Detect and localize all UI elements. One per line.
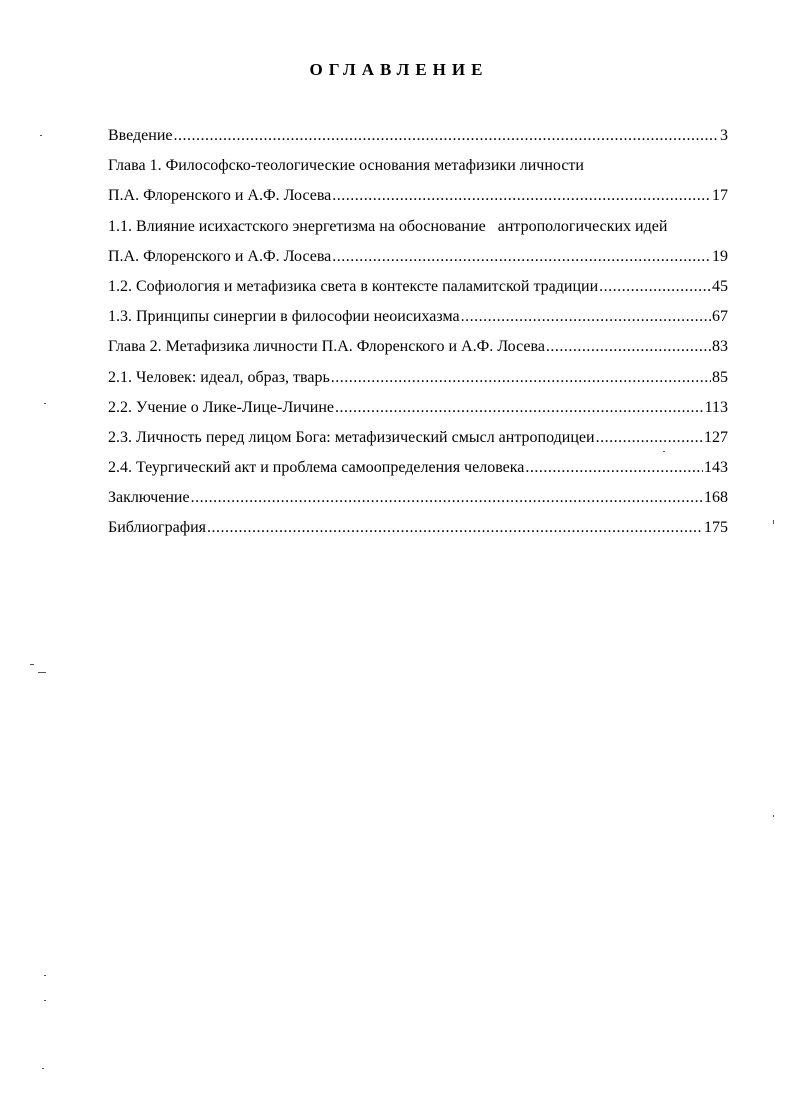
toc-page-number: 85 bbox=[712, 368, 728, 386]
scan-speck bbox=[44, 975, 46, 976]
toc-entry bbox=[108, 242, 728, 272]
scan-speck bbox=[42, 1068, 44, 1069]
table-of-contents bbox=[108, 121, 728, 544]
toc-entry-text: 1.1. Влияние исихастского энергетизма на обоснование антропологических идей bbox=[108, 217, 668, 235]
toc-entry bbox=[108, 332, 728, 362]
scan-speck bbox=[773, 815, 774, 817]
dot-leader bbox=[461, 302, 711, 332]
dot-leader bbox=[332, 242, 711, 272]
dot-leader bbox=[174, 121, 720, 151]
toc-entry bbox=[108, 453, 728, 483]
toc-page-number: 168 bbox=[704, 489, 728, 507]
toc-entry bbox=[108, 302, 728, 332]
toc-entry-text: Заключение bbox=[108, 489, 190, 507]
toc-entry-text: Глава 1. Философско-теологические основания метафизики личности bbox=[108, 157, 584, 175]
dot-leader bbox=[207, 513, 703, 543]
toc-entry-text: 2.1. Человек: идеал, образ, тварь bbox=[108, 368, 330, 386]
toc-page-number: 17 bbox=[712, 187, 728, 205]
toc-entry bbox=[108, 363, 728, 393]
toc-entry bbox=[108, 151, 728, 181]
dot-leader bbox=[191, 483, 703, 513]
page-title: ОГЛАВЛЕНИЕ bbox=[309, 60, 489, 79]
toc-entry-text: Библиография bbox=[108, 519, 206, 537]
toc-entry-text: Введение bbox=[108, 127, 173, 144]
toc-entry bbox=[108, 212, 728, 242]
toc-page-number: 83 bbox=[712, 338, 728, 356]
scan-speck bbox=[44, 403, 46, 404]
toc-page-number: 45 bbox=[712, 277, 728, 295]
scan-speck bbox=[38, 672, 46, 673]
toc-page-number: 3 bbox=[720, 127, 728, 144]
toc-entry bbox=[108, 272, 728, 302]
scan-speck bbox=[40, 135, 42, 136]
toc-entry bbox=[108, 393, 728, 423]
toc-entry-text: 2.2. Учение о Лике-Лице-Личине bbox=[108, 398, 335, 416]
toc-entry-text: П.А. Флоренского и А.Ф. Лосева bbox=[108, 247, 332, 265]
dot-leader bbox=[331, 363, 711, 393]
toc-page-number: 127 bbox=[704, 428, 728, 446]
dot-leader bbox=[335, 393, 704, 423]
dot-leader bbox=[599, 272, 711, 302]
toc-entry-text: П.А. Флоренского и А.Ф. Лосева bbox=[108, 187, 332, 205]
toc-entry bbox=[108, 121, 728, 151]
toc-entry bbox=[108, 423, 728, 453]
dot-leader bbox=[546, 332, 711, 362]
toc-page-number: 19 bbox=[712, 247, 728, 265]
toc-entry bbox=[108, 181, 728, 211]
dot-leader bbox=[332, 181, 711, 211]
toc-entry-text: 2.3. Личность перед лицом Бога: метафизический смысл антроподицеи bbox=[108, 428, 595, 446]
toc-entry bbox=[108, 483, 728, 513]
toc-entry-text: Глава 2. Метафизика личности П.А. Флоренского и А.Ф. Лосева bbox=[108, 338, 545, 356]
toc-page-number: 175 bbox=[704, 519, 728, 537]
dot-leader bbox=[525, 453, 703, 483]
toc-entry-text: 1.3. Принципы синергии в философии неоисихазма bbox=[108, 308, 460, 326]
toc-entry-text: 1.2. Софиология и метафизика света в контексте паламитской традиции bbox=[108, 277, 599, 295]
toc-page-number: 113 bbox=[704, 398, 728, 416]
toc-entry-text: 2.4. Теургический акт и проблема самоопределения человека bbox=[108, 459, 525, 477]
scan-speck bbox=[44, 1000, 46, 1001]
toc-entry bbox=[108, 513, 728, 543]
dot-leader bbox=[596, 423, 703, 453]
scan-speck bbox=[30, 664, 34, 665]
toc-page-number: 67 bbox=[712, 308, 728, 326]
scan-speck bbox=[663, 451, 665, 452]
scan-speck bbox=[773, 520, 774, 524]
toc-page-number: 143 bbox=[704, 459, 728, 477]
